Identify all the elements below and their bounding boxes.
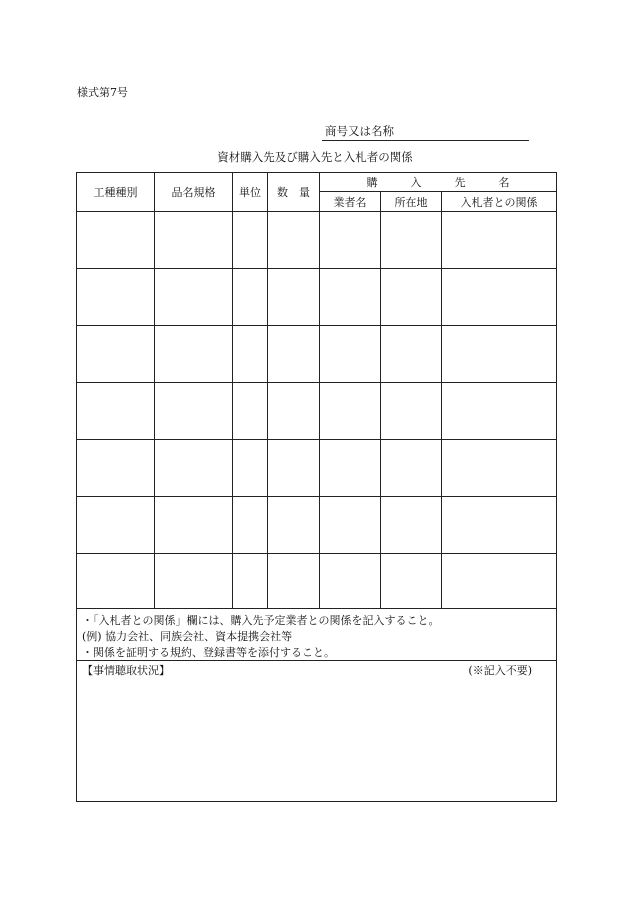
table-divider <box>380 191 381 608</box>
hearing-status-label: 【事情聴取状況】 <box>82 664 170 677</box>
divider <box>77 660 556 661</box>
col-unit: 単位 <box>239 186 261 199</box>
row-line <box>77 268 556 269</box>
row-line <box>77 553 556 554</box>
company-name-field[interactable]: 商号又は名称 <box>322 123 529 141</box>
note-line: ・関係を証明する規約、登録書等を添付すること。 <box>82 646 335 659</box>
note-line: (例) 協力会社、同族会社、資本提携会社等 <box>82 630 293 643</box>
row-line <box>77 325 556 326</box>
row-line <box>77 382 556 383</box>
row-line <box>77 496 556 497</box>
form-title: 資材購入先及び購入先と入札者の関係 <box>217 150 413 164</box>
form-number: 様式第7号 <box>77 86 128 99</box>
col-supplier-name: 業者名 <box>333 195 367 209</box>
col-relation: 入札者との関係 <box>460 195 538 209</box>
col-location: 所在地 <box>394 195 428 209</box>
col-quantity: 数 量 <box>277 186 310 199</box>
table-divider <box>319 173 320 608</box>
note-line: ・「入札者との関係」欄には、購入先予定業者との関係を記入すること。 <box>82 614 440 627</box>
table-divider <box>154 173 155 608</box>
supplier-table <box>76 172 557 609</box>
notes-section <box>76 609 557 802</box>
header-bottom-line <box>77 211 556 212</box>
not-required-note: (※記入不要) <box>468 664 532 677</box>
col-supplier-group: 購 入 先 名 <box>366 176 510 189</box>
table-divider <box>232 173 233 608</box>
row-line <box>77 439 556 440</box>
table-divider <box>267 173 268 608</box>
table-divider <box>441 191 442 608</box>
col-item-spec: 品名規格 <box>171 186 216 199</box>
col-work-type: 工種種別 <box>93 186 138 199</box>
